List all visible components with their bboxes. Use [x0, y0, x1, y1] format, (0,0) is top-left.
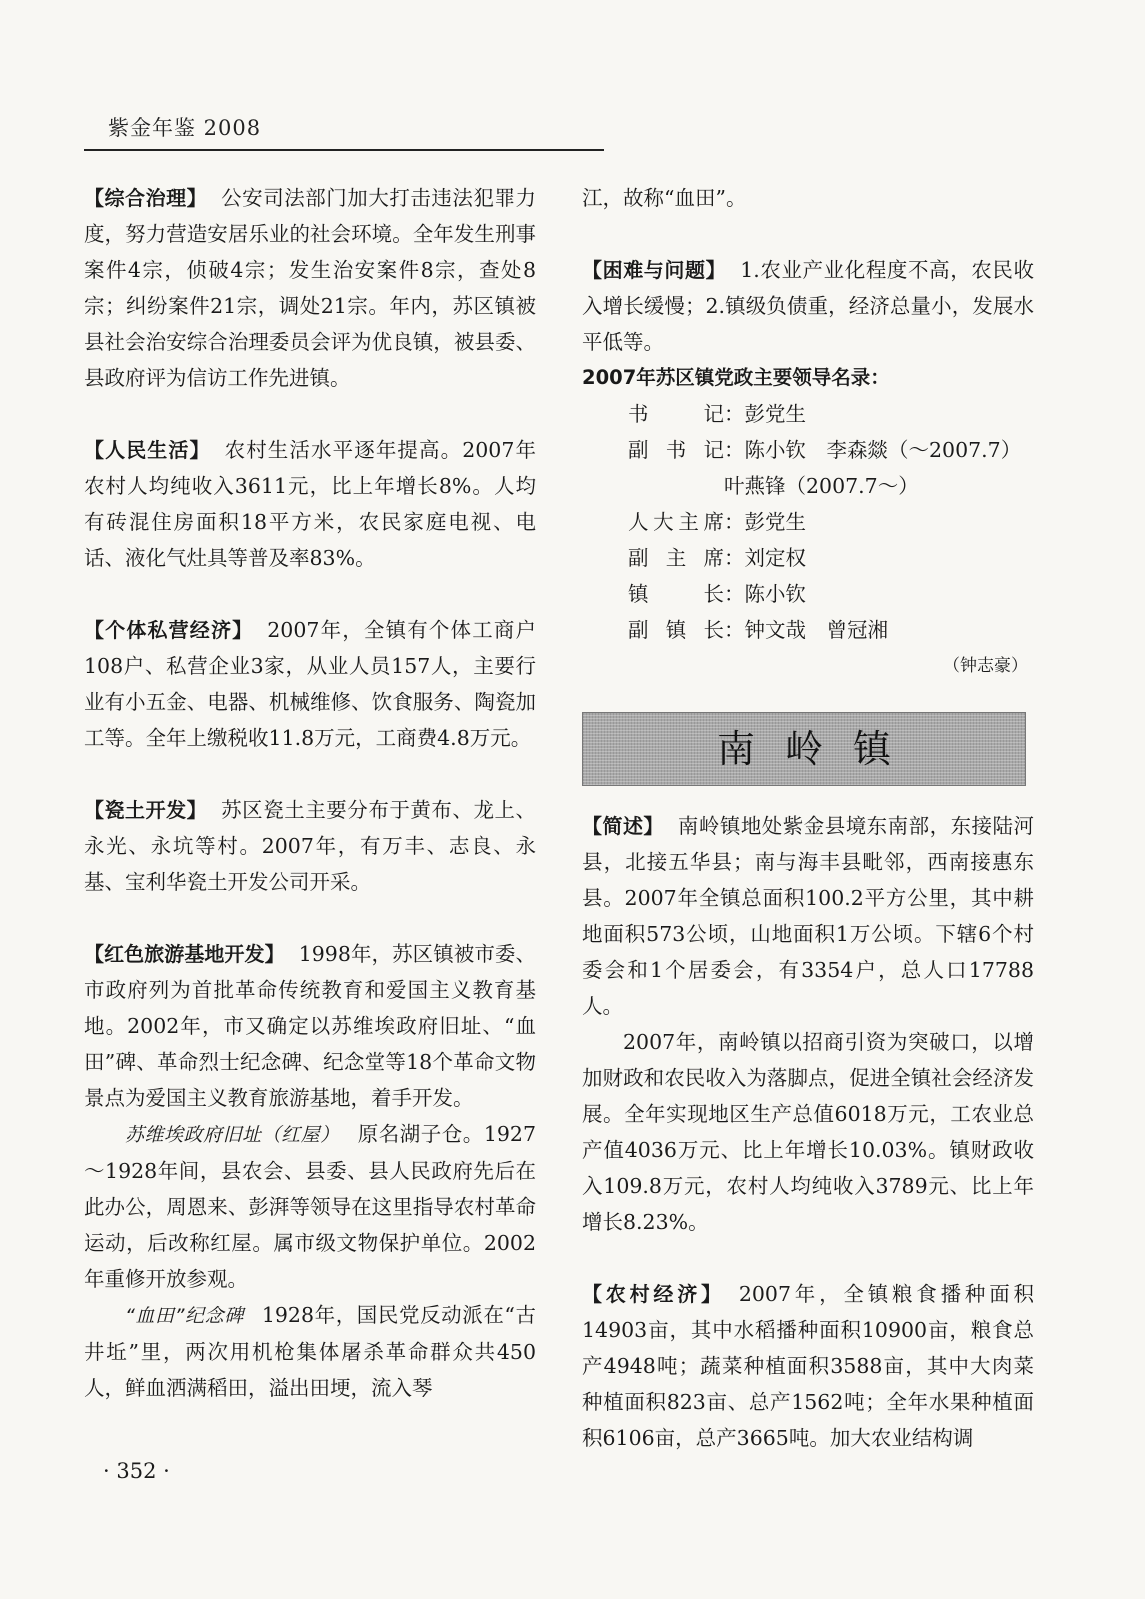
- subsection-heading: “血田”纪念碑: [125, 1305, 244, 1327]
- roster-row: 镇 长：陈小钦: [582, 576, 1034, 612]
- section-zonghe: [84, 180, 536, 396]
- section-heading: 【困难与问题】: [582, 258, 727, 282]
- subsection-suweiai: [84, 1116, 536, 1297]
- roster-row: 人大主席：彭党生: [582, 504, 1034, 540]
- section-text: 1998年，苏区镇被市委、市政府列为首批革命传统教育和爱国主义教育基地。2002年，市又确定以苏维埃政府旧址、“血田”碑、革命烈士纪念碑、纪念堂等18个革命文物景点为爱国主义教育旅游基地，着手开发。: [84, 942, 537, 1110]
- roster-role: 副镇长: [628, 618, 724, 642]
- section-heading: 【瓷土开发】: [84, 798, 208, 822]
- section-text: 2007年，全镇有个体工商户108户、私营企业3家，从业人员157人，主要行业有小五金、电器、机械维修、饮食服务、陶瓷加工等。全年上缴税收11.8万元，工商费4.8万元。: [84, 618, 537, 750]
- page-number: · 352 ·: [103, 1459, 170, 1483]
- roster-names: 陈小钦 李森燚（～2007.7）: [744, 438, 1022, 462]
- roster-row: 副书记：陈小钦 李森燚（～2007.7）: [582, 432, 1034, 468]
- roster-row: 副镇长：钟文哉 曾冠湘: [582, 612, 1034, 648]
- roster-role: 镇 长: [628, 582, 724, 606]
- roster-role: 副书记: [628, 438, 724, 462]
- roster-role: 副主席: [628, 546, 724, 570]
- section-text: 南岭镇地处紫金县境东南部，东接陆河县，北接五华县；南与海丰县毗邻，西南接惠东县。2007年全镇总面积100.2平方公里，其中耕地面积573公顷，山地面积1万公顷。下辖6个村委会和1个居委会，有3354户，总人口17788人。: [582, 814, 1035, 1018]
- continued-text: 江，故称“血田”。: [582, 186, 747, 210]
- section-hongse: [84, 936, 536, 1116]
- town-banner: [582, 712, 1026, 786]
- roster-row: 书 记：彭党生: [582, 396, 1034, 432]
- section-kunnan: [582, 252, 1034, 360]
- roster-title: 2007年苏区镇党政主要领导名录：: [582, 366, 890, 389]
- roster-row: 副主席：刘定权: [582, 540, 1034, 576]
- subsection-heading: 苏维埃政府旧址（红屋）: [125, 1124, 340, 1146]
- section-heading: 【农村经济】: [582, 1282, 725, 1306]
- section-text: 公安司法部门加大打击违法犯罪力度，努力营造安居乐业的社会环境。全年发生刑事案件4宗，侦破4宗；发生治安案件8宗，查处8宗；纠纷案件21宗，调处21宗。年内，苏区镇被县社会治安综合治理委员会评为优良镇，被县委、县政府评为信访工作先进镇。: [84, 186, 537, 390]
- roster-names: 彭党生: [744, 510, 806, 534]
- section-text: 1.农业产业化程度不高，农民收入增长缓慢；2.镇级负债重，经济总量小，发展水平低等。: [582, 258, 1035, 354]
- section-citu: [84, 792, 536, 900]
- section-text: 2007年，全镇粮食播种面积14903亩，其中水稻播种面积10900亩，粮食总产4948吨；蔬菜种植面积3588亩，其中大肉菜种植面积823亩、总产1562吨；全年水果种植面积6106亩，总产3665吨。加大农业结构调: [582, 1282, 1035, 1450]
- subsection-text: 1928年，国民党反动派在“古井坵”里，两次用机枪集体屠杀革命群众共450人，鲜血洒满稻田，溢出田埂，流入琴: [84, 1303, 537, 1400]
- header-rule: [84, 149, 604, 151]
- section-renmin: [84, 432, 536, 576]
- roster-role: 书 记: [628, 402, 724, 426]
- section-heading: 【综合治理】: [84, 186, 208, 210]
- author-credit: （钟志豪）: [943, 656, 1028, 676]
- section-heading: 【个体私营经济】: [84, 618, 254, 642]
- section-nongcun: [582, 1276, 1034, 1456]
- section-heading: 【红色旅游基地开发】: [84, 942, 285, 966]
- section-text: 农村生活水平逐年提高。2007年农村人均纯收入3611元，比上年增长8%。人均有砖混住房面积18平方米，农民家庭电视、电话、液化气灶具等普及率83%。: [84, 438, 536, 570]
- roster-row: [582, 468, 1034, 504]
- right-column: [582, 180, 1034, 1456]
- section-heading: 【简述】: [582, 814, 664, 838]
- running-header: 紫金年鉴 2008: [108, 116, 262, 140]
- roster-role: 人大主席: [628, 510, 724, 534]
- section-heading: 【人民生活】: [84, 438, 211, 462]
- paragraph-economy: 2007年，南岭镇以招商引资为突破口，以增加财政和农民收入为落脚点，促进全镇社会经济发展。全年实现地区生产总值6018万元，工农业总产值4036万元、比上年增长10.03%。镇财政收入109.8万元，农村人均纯收入3789元、比上年增长8.23%。: [582, 1030, 1034, 1234]
- roster-names: 彭党生: [744, 402, 806, 426]
- left-column: [84, 180, 536, 1406]
- section-jianshu: [582, 808, 1034, 1024]
- banner-title: 南岭镇: [716, 727, 921, 771]
- section-text: 苏区瓷土主要分布于黄布、龙上、永光、永坑等村。2007年，有万丰、志良、永基、宝利华瓷土开发公司开采。: [84, 798, 537, 894]
- section-geti: [84, 612, 536, 756]
- roster-names: 刘定权: [744, 546, 806, 570]
- leadership-roster: [582, 396, 1034, 648]
- roster-names: 叶燕锋（2007.7～）: [724, 474, 919, 498]
- subsection-text: 原名湖子仓。1927～1928年间，县农会、县委、县人民政府先后在此办公，周恩来、彭湃等领导在这里指导农村革命运动，后改称红屋。属市级文物保护单位。2002年重修开放参观。: [84, 1122, 536, 1291]
- roster-names: 钟文哉 曾冠湘: [744, 618, 888, 642]
- subsection-xuetian: [84, 1297, 536, 1406]
- roster-names: 陈小钦: [744, 582, 806, 606]
